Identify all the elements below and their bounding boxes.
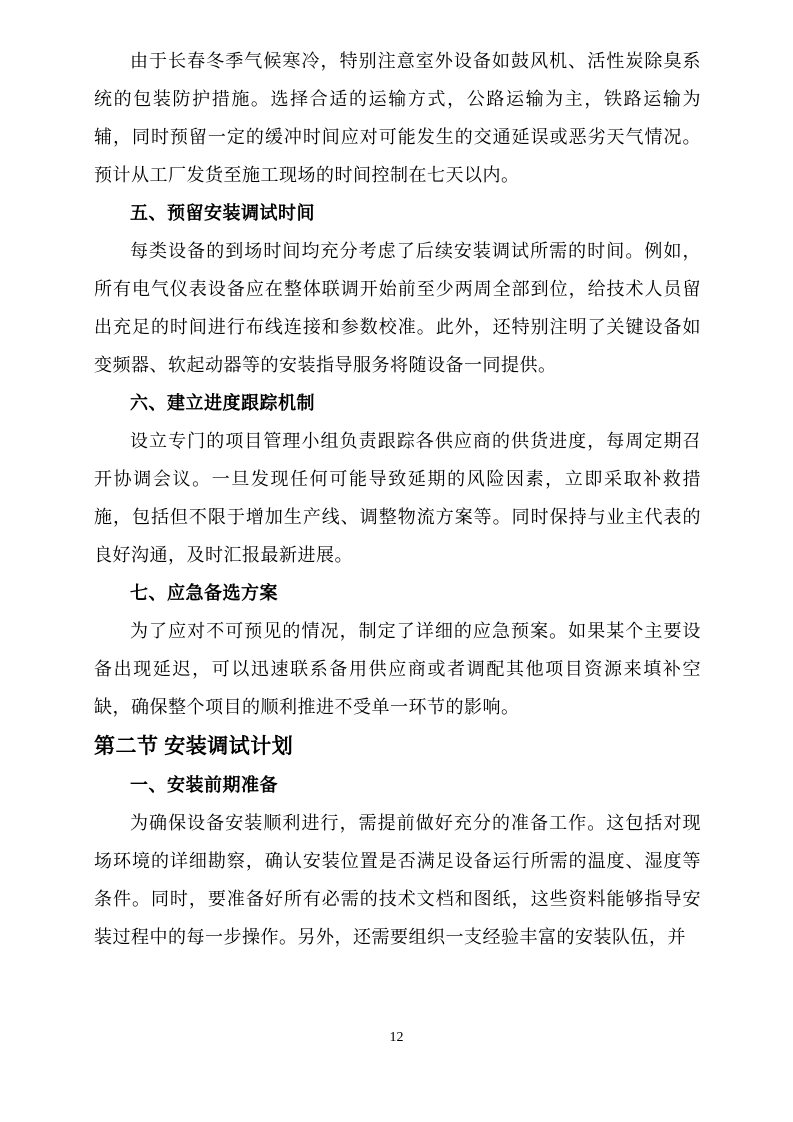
paragraph-contingency-plan: 为了应对不可预见的情况，制定了详细的应急预案。如果某个主要设备出现延迟，可以迅速联系备用供应商或者调配其他项目资源来填补空缺，确保整个项目的顺利推进不受单一环节的影响。 bbox=[94, 621, 701, 717]
paragraph-progress-tracking: 设立专门的项目管理小组负责跟踪各供应商的供货进度，每周定期召开协调会议。一旦发现任何可能导致延期的风险因素，立即采取补救措施，包括但不限于增加生产线、调整物流方案等。同时保持与业主代表的良好沟通，及时汇报最新进展。 bbox=[94, 431, 701, 565]
paragraph-arrival-time: 每类设备的到场时间均充分考虑了后续安装调试所需的时间。例如，所有电气仪表设备应在整体联调开始前至少两周全部到位，给技术人员留出充足的时间进行布线连接和参数校准。此外，还特别注明了关键设备如变频器、软起动器等的安装指导服务将随设备一同提供。 bbox=[94, 241, 701, 375]
paragraph-pre-install-preparation: 为确保设备安装顺利进行，需提前做好充分的准备工作。这包括对现场环境的详细勘察，确认安装位置是否满足设备运行所需的温度、湿度等条件。同时，要准备好所有必需的技术文档和图纸，这些资料能够指导安装过程中的每一步操作。另外，还需要组织一支经验丰富的安装队伍，并 bbox=[94, 813, 701, 947]
heading-six-progress-tracking: 六、建立进度跟踪机制 bbox=[130, 393, 315, 413]
page-number: 12 bbox=[389, 1030, 404, 1045]
heading-one-pre-install-preparation: 一、安装前期准备 bbox=[130, 775, 278, 795]
heading-seven-contingency-plan: 七、应急备选方案 bbox=[130, 583, 278, 603]
heading-five-reserve-install-time: 五、预留安装调试时间 bbox=[130, 203, 315, 223]
paragraph-transport-packing: 由于长春冬季气候寒冷，特别注意室外设备如鼓风机、活性炭除臭系统的包装防护措施。选择合适的运输方式，公路运输为主，铁路运输为辅，同时预留一定的缓冲时间应对可能发生的交通延误或恶劣天气情况。预计从工厂发货至施工现场的时间控制在七天以内。 bbox=[94, 51, 701, 185]
section-title-install-debug-plan: 第二节 安装调试计划 bbox=[94, 734, 294, 758]
